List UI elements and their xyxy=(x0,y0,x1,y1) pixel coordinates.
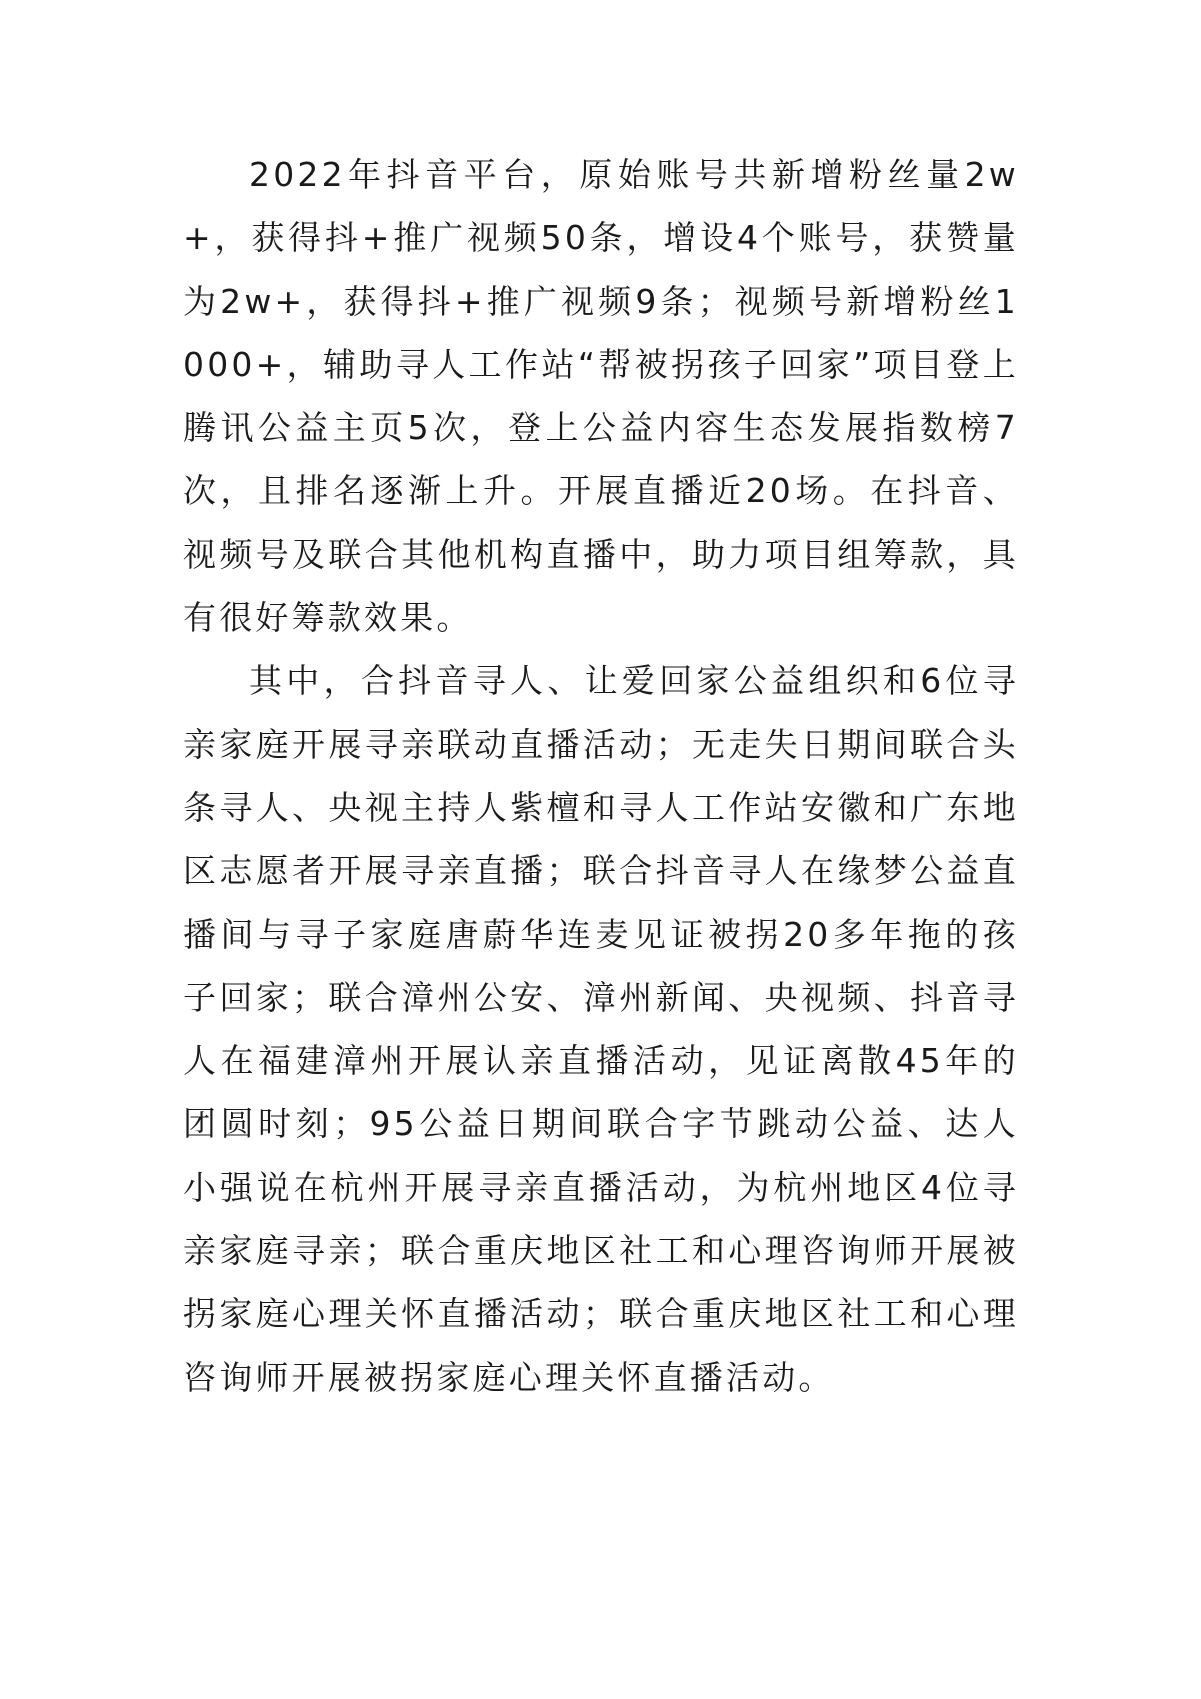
document-body xyxy=(183,143,1019,1409)
paragraph-douyin-platform-results: 2022年抖音平台，原始账号共新增粉丝量2w+，获得抖+推广视频50条，增设4个账号，获赞量为2w+，获得抖+推广视频9条；视频号新增粉丝1000+，辅助寻人工作站“帮被拐孩子回家”项目登上腾讯公益主页5次，登上公益内容生态发展指数榜7次，且排名逐渐上升。开展直播近20场。在抖音、视频号及联合其他机构直播中，助力项目组筹款，具有很好筹款效果。 xyxy=(183,155,1019,638)
paragraph-livestream-activities: 其中，合抖音寻人、让爱回家公益组织和6位寻亲家庭开展寻亲联动直播活动；无走失日期间联合头条寻人、央视主持人紫檀和寻人工作站安徽和广东地区志愿者开展寻亲直播；联合抖音寻人在缘梦公益直播间与寻子家庭唐蔚华连麦见证被拐20多年拖的孩子回家；联合漳州公安、漳州新闻、央视频、抖音寻人在福建漳州开展认亲直播活动，见证离散45年的团圆时刻；95公益日期间联合字节跳动公益、达人小强说在杭州开展寻亲直播活动，为杭州地区4位寻亲家庭寻亲；联合重庆地区社工和心理咨询师开展被拐家庭心理关怀直播活动；联合重庆地区社工和心理咨询师开展被拐家庭心理关怀直播活动。 xyxy=(183,661,1019,1397)
